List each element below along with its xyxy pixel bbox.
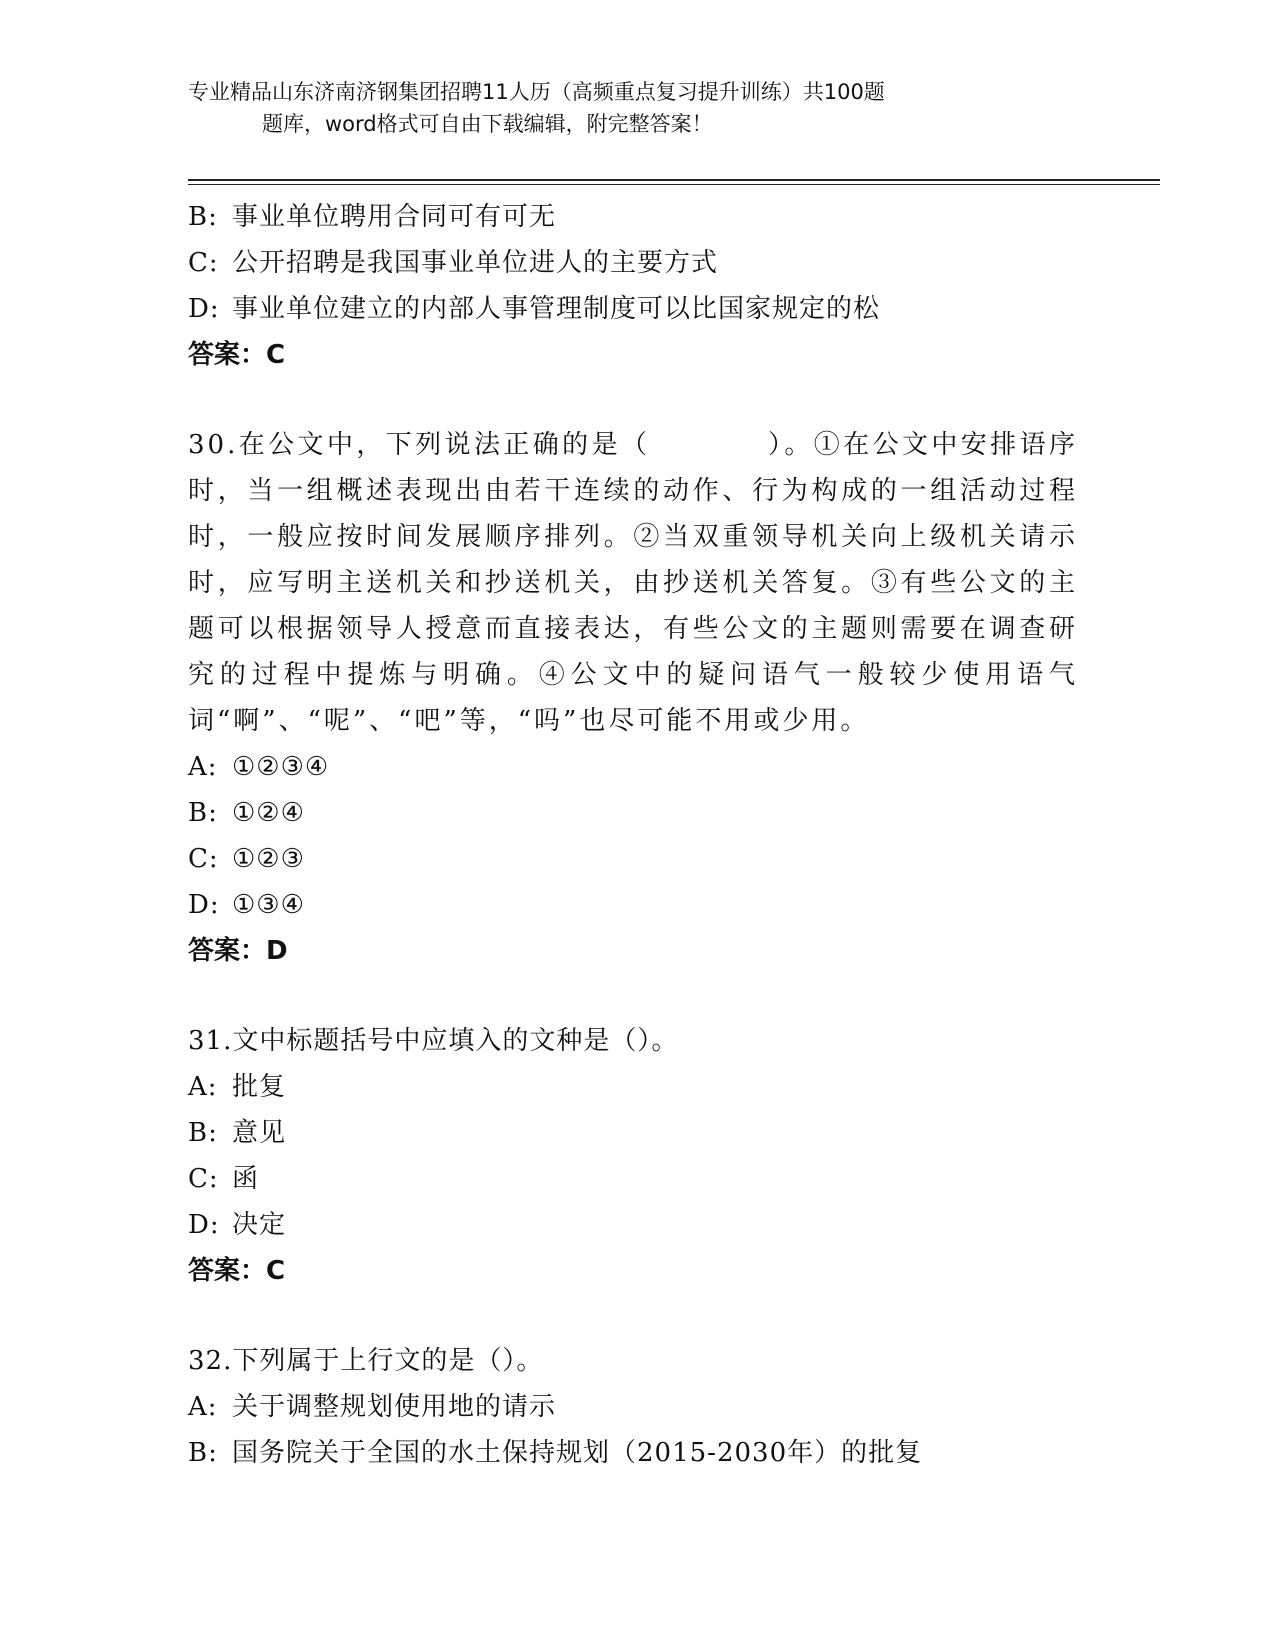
question-stem: 32.下列属于上行文的是（）。 — [188, 1346, 544, 1376]
option-b: B: 意见 — [188, 1118, 287, 1148]
option-b: B: 事业单位聘用合同可有可无 — [188, 202, 557, 232]
question-stem: 31.文中标题括号中应填入的文种是（）。 — [188, 1026, 679, 1056]
option-b: B: 国务院关于全国的水土保持规划（2015-2030年）的批复 — [188, 1438, 923, 1468]
option-d: D: 事业单位建立的内部人事管理制度可以比国家规定的松 — [188, 294, 881, 324]
header-divider — [188, 179, 1160, 181]
question-32 — [188, 1338, 1088, 1476]
option-a: A: ①②③④ — [188, 752, 330, 782]
option-c: C: ①②③ — [188, 844, 305, 874]
option-b: B: ①②④ — [188, 798, 305, 828]
option-a: A: 批复 — [188, 1072, 287, 1102]
question-list — [188, 194, 1088, 1476]
header-title-line-2: 题库，word格式可自由下载编辑，附完整答案！ — [262, 112, 713, 136]
question-29-tail — [188, 194, 1088, 378]
option-d: D: 决定 — [188, 1210, 287, 1240]
question-31 — [188, 1018, 1088, 1294]
header-title-line-1: 专业精品山东济南济钢集团招聘11人历（高频重点复习提升训练）共100题 — [188, 80, 885, 104]
option-d: D: ①③④ — [188, 890, 305, 920]
answer-text: 答案：C — [188, 340, 286, 370]
page-header — [188, 76, 1068, 140]
question-stem: 30.在公文中，下列说法正确的是（ ）。①在公文中安排语序时，当一组概述表现出由若干连续的动作、行为构成的一组活动过程时，一般应按时间发展顺序排列。②当双重领导机关向上级机关请示时，应写明主送机关和抄送机关，由抄送机关答复。③有些公文的主题可以根据领导人授意而直接表达，有些公文的主题则需要在调查研究的过程中提炼与明确。④公文中的疑问语气一般较少使用语气词“啊”、“呢”、“吧”等，“吗”也尽可能不用或少用。 — [188, 430, 1078, 736]
option-c: C: 函 — [188, 1164, 260, 1194]
option-a: A: 关于调整规划使用地的请示 — [188, 1392, 557, 1422]
option-c: C: 公开招聘是我国事业单位进人的主要方式 — [188, 248, 719, 278]
header-divider-thin — [188, 184, 1160, 185]
answer-text: 答案：C — [188, 1256, 286, 1286]
question-30 — [188, 422, 1088, 974]
answer-text: 答案：D — [188, 936, 288, 966]
